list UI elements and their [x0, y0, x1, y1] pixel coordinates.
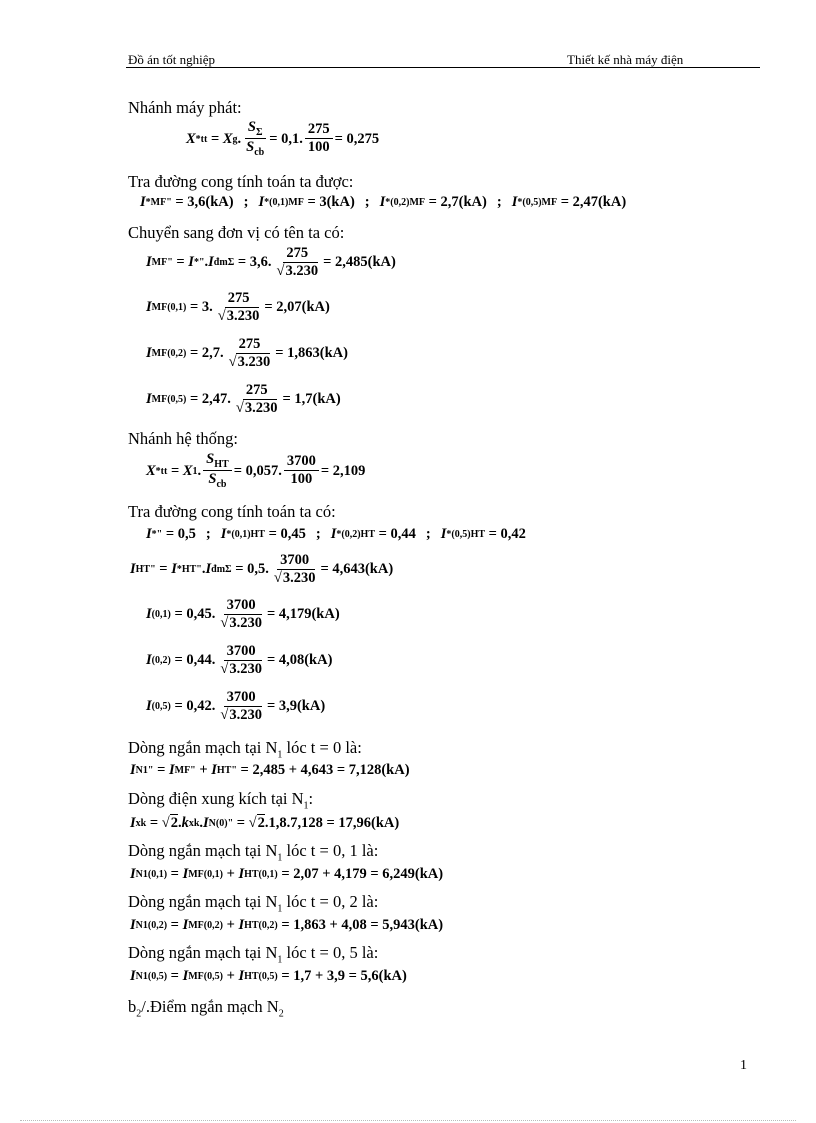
ht-r0: 4,643(kA) — [332, 561, 394, 578]
eq-iht-01: I (0,1) = 0,45 . 3700 √3.230 = 4,179(kA) — [146, 597, 340, 631]
text-chuyen-sang: Chuyển sang đơn vị có tên ta có: — [128, 223, 345, 242]
ht-i05: 0,42 — [500, 526, 526, 542]
xht-scb: 100 — [290, 471, 313, 488]
text-diem-ngan-mach-n2: $b_2/.Điểm$ ngắn mạch $N_2$ — [128, 997, 284, 1020]
mf-den-0: 3.230 — [285, 262, 319, 279]
ht-den-2: 3.230 — [229, 660, 262, 677]
eq-in1: I N1 " = I MF " + I HT " = 2,485 + 4,643 = 7,128(kA) — [130, 762, 410, 778]
eq-mf-curve: I *MF " = 3,6(kA) ; I *(0,1) MF = 3(kA) ; I *(0,2) MF = 2,7(kA) ; I *(0,5) MF = 2,47(kA) — [140, 194, 627, 210]
mf-r2: 1,863(kA) — [287, 345, 348, 362]
eq-imf-05: I MF(0,5) = 2,47 . 275 √3.230 = 1,7(kA) — [146, 382, 341, 416]
ht-num-0: 3700 — [277, 553, 312, 570]
eq-in1-05: I N1(0,5) = I MF(0,5) + I HT(0,5) = 1,7 + 3,9 = 5,6(kA) — [130, 968, 407, 984]
xmf-x: 0,1 — [281, 130, 300, 147]
ht-r1: 4,179(kA) — [278, 606, 340, 623]
ht-num-2: 3700 — [224, 644, 259, 661]
ht-den-0: 3.230 — [282, 569, 316, 586]
xmf-result: 0,275 — [346, 130, 380, 147]
text-dong-ngan-mach-02: Dòng ngắn mạch tại $N_1$ lóc t = 0, 2 là: — [128, 892, 379, 915]
mf-num-1: 275 — [225, 291, 253, 308]
mf-den-2: 3.230 — [237, 353, 271, 370]
ht-i02: 0,44 — [390, 526, 416, 542]
n101-a: 2,07 — [293, 866, 319, 882]
ixk-i: 7,128 — [290, 814, 323, 831]
text-tra-duong-cong-2: Tra đường cong tính toán ta có: — [128, 502, 336, 521]
mf-c1: 3 — [201, 299, 210, 316]
text-nhanh-he-thong: Nhánh hệ thống: — [128, 429, 238, 448]
xht-result: 2,109 — [332, 462, 366, 479]
header-left: Đồ án tốt nghiệp — [128, 52, 216, 67]
xht-x: 0,057 — [245, 462, 279, 479]
mf-den-1: 3.230 — [226, 307, 260, 324]
eq-xtt-ht: X *tt = X 1 . $S_{HT}$ $S_{cb}$ = 0,057 . 3700 100 = 2,109 — [146, 451, 366, 490]
mf-c0: 3,6 — [249, 254, 268, 271]
mf-num-2: 275 — [236, 337, 264, 354]
mf-r5: 1,7(kA) — [294, 391, 341, 408]
eq-iht-05: I (0,5) = 0,42 . 3700 √3.230 = 3,9(kA) — [146, 689, 326, 723]
eq-imf-01: I MF(0,1) = 3 . 275 √3.230 = 2,07(kA) — [146, 290, 330, 324]
eq-iht-0: I HT " = I *HT " . I đm Σ = 0,5 . 3700 √3.230 = 4,643(kA) — [130, 552, 394, 586]
text-dong-ngan-mach-01: Dòng ngắn mạch tại $N_1$ lóc t = 0, 1 là: — [128, 841, 379, 864]
n105-r: 5,6(kA) — [360, 968, 407, 984]
mf-i01: 3(kA) — [319, 194, 355, 210]
mf-i02: 2,7(kA) — [440, 194, 487, 210]
text-dong-xung-kich: Dòng điện xung kích tại $N_1$: — [128, 789, 314, 812]
n1-r: 7,128(kA) — [348, 762, 410, 778]
ixk-k: 1,8 — [268, 814, 287, 831]
ht-den-5: 3.230 — [229, 706, 262, 723]
ht-i0: 0,5 — [177, 526, 196, 542]
eq-in1-02: I N1(0,2) = I MF(0,2) + I HT(0,2) = 1,863 + 4,08 = 5,943(kA) — [130, 917, 444, 933]
eq-in1-01: I N1(0,1) = I MF(0,1) + I HT(0,1) = 2,07 + 4,179 = 6,249(kA) — [130, 866, 444, 882]
n1-b: 4,643 — [300, 762, 334, 778]
mf-c2: 2,7 — [201, 345, 221, 362]
ht-r5: 3,9(kA) — [278, 698, 326, 715]
eq-ixk: I xk = √ 2 . k xk . I N(0) " = √ 2 . 1,8 . 7,128 = 17,96(kA) — [130, 814, 400, 831]
ht-c2: 0,44 — [186, 652, 212, 669]
page-bottom-border — [20, 1120, 796, 1121]
xmf-s: 275 — [305, 122, 333, 139]
ht-r2: 4,08(kA) — [278, 652, 333, 669]
header-rule — [126, 67, 760, 68]
eq-imf-0: I MF " = I * " . I đm Σ = 3,6 . 275 √3.230 = 2,485(kA) — [146, 245, 396, 279]
header-right: Thiết kế nhà máy điện — [567, 52, 684, 67]
text-tra-duong-cong-1: Tra đường cong tính toán ta được: — [128, 172, 354, 191]
text-dong-ngan-mach-05: Dòng ngắn mạch tại $N_1$ lóc t = 0, 5 là: — [128, 943, 379, 966]
xmf-scb: 100 — [307, 139, 330, 156]
text-dong-ngan-mach-0: Dòng ngắn mạch tại $N_1$ lóc t = 0 là: — [128, 738, 362, 761]
eq-xtt-mf: X *tt = X g . $S_\Sigma$ $S_{cb}$ = 0,1 . 275 100 = 0,275 — [186, 119, 380, 158]
ht-c0: 0,5 — [247, 561, 266, 578]
mf-num-5: 275 — [243, 383, 271, 400]
n105-b: 3,9 — [326, 968, 345, 984]
mf-num-0: 275 — [283, 246, 311, 263]
n102-b: 4,08 — [341, 917, 367, 933]
n102-a: 1,863 — [293, 917, 326, 933]
mf-r0: 2,485(kA) — [334, 254, 396, 271]
ht-i01: 0,45 — [280, 526, 306, 542]
n105-a: 1,7 — [293, 968, 312, 984]
n101-b: 4,179 — [334, 866, 367, 882]
text-nhanh-may-phat: Nhánh máy phát: — [128, 98, 242, 117]
n1-a: 2,485 — [252, 762, 286, 778]
ht-den-1: 3.230 — [229, 614, 262, 631]
eq-iht-02: I (0,2) = 0,44 . 3700 √3.230 = 4,08(kA) — [146, 643, 333, 677]
ht-c1: 0,45 — [186, 606, 212, 623]
ht-num-1: 3700 — [224, 598, 259, 615]
mf-den-5: 3.230 — [244, 399, 278, 416]
ixk-r: 17,96(kA) — [338, 814, 400, 831]
mf-i0: 3,6(kA) — [187, 194, 234, 210]
mf-r1: 2,07(kA) — [276, 299, 330, 316]
mf-c5: 2,47 — [201, 391, 228, 408]
ht-c5: 0,42 — [186, 698, 212, 715]
n102-r: 5,943(kA) — [382, 917, 444, 933]
n101-r: 6,249(kA) — [382, 866, 444, 882]
eq-imf-02: I MF(0,2) = 2,7 . 275 √3.230 = 1,863(kA) — [146, 336, 348, 370]
xht-s: 3700 — [284, 454, 319, 471]
page-number: 1 — [740, 1058, 747, 1073]
ht-num-5: 3700 — [224, 690, 259, 707]
mf-i05: 2,47(kA) — [572, 194, 627, 210]
eq-ht-curve: I * " = 0,5 ; I *(0,1) HT = 0,45 ; I *(0,2) HT = 0,44 ; I *(0,5) HT = 0,42 — [146, 526, 526, 542]
